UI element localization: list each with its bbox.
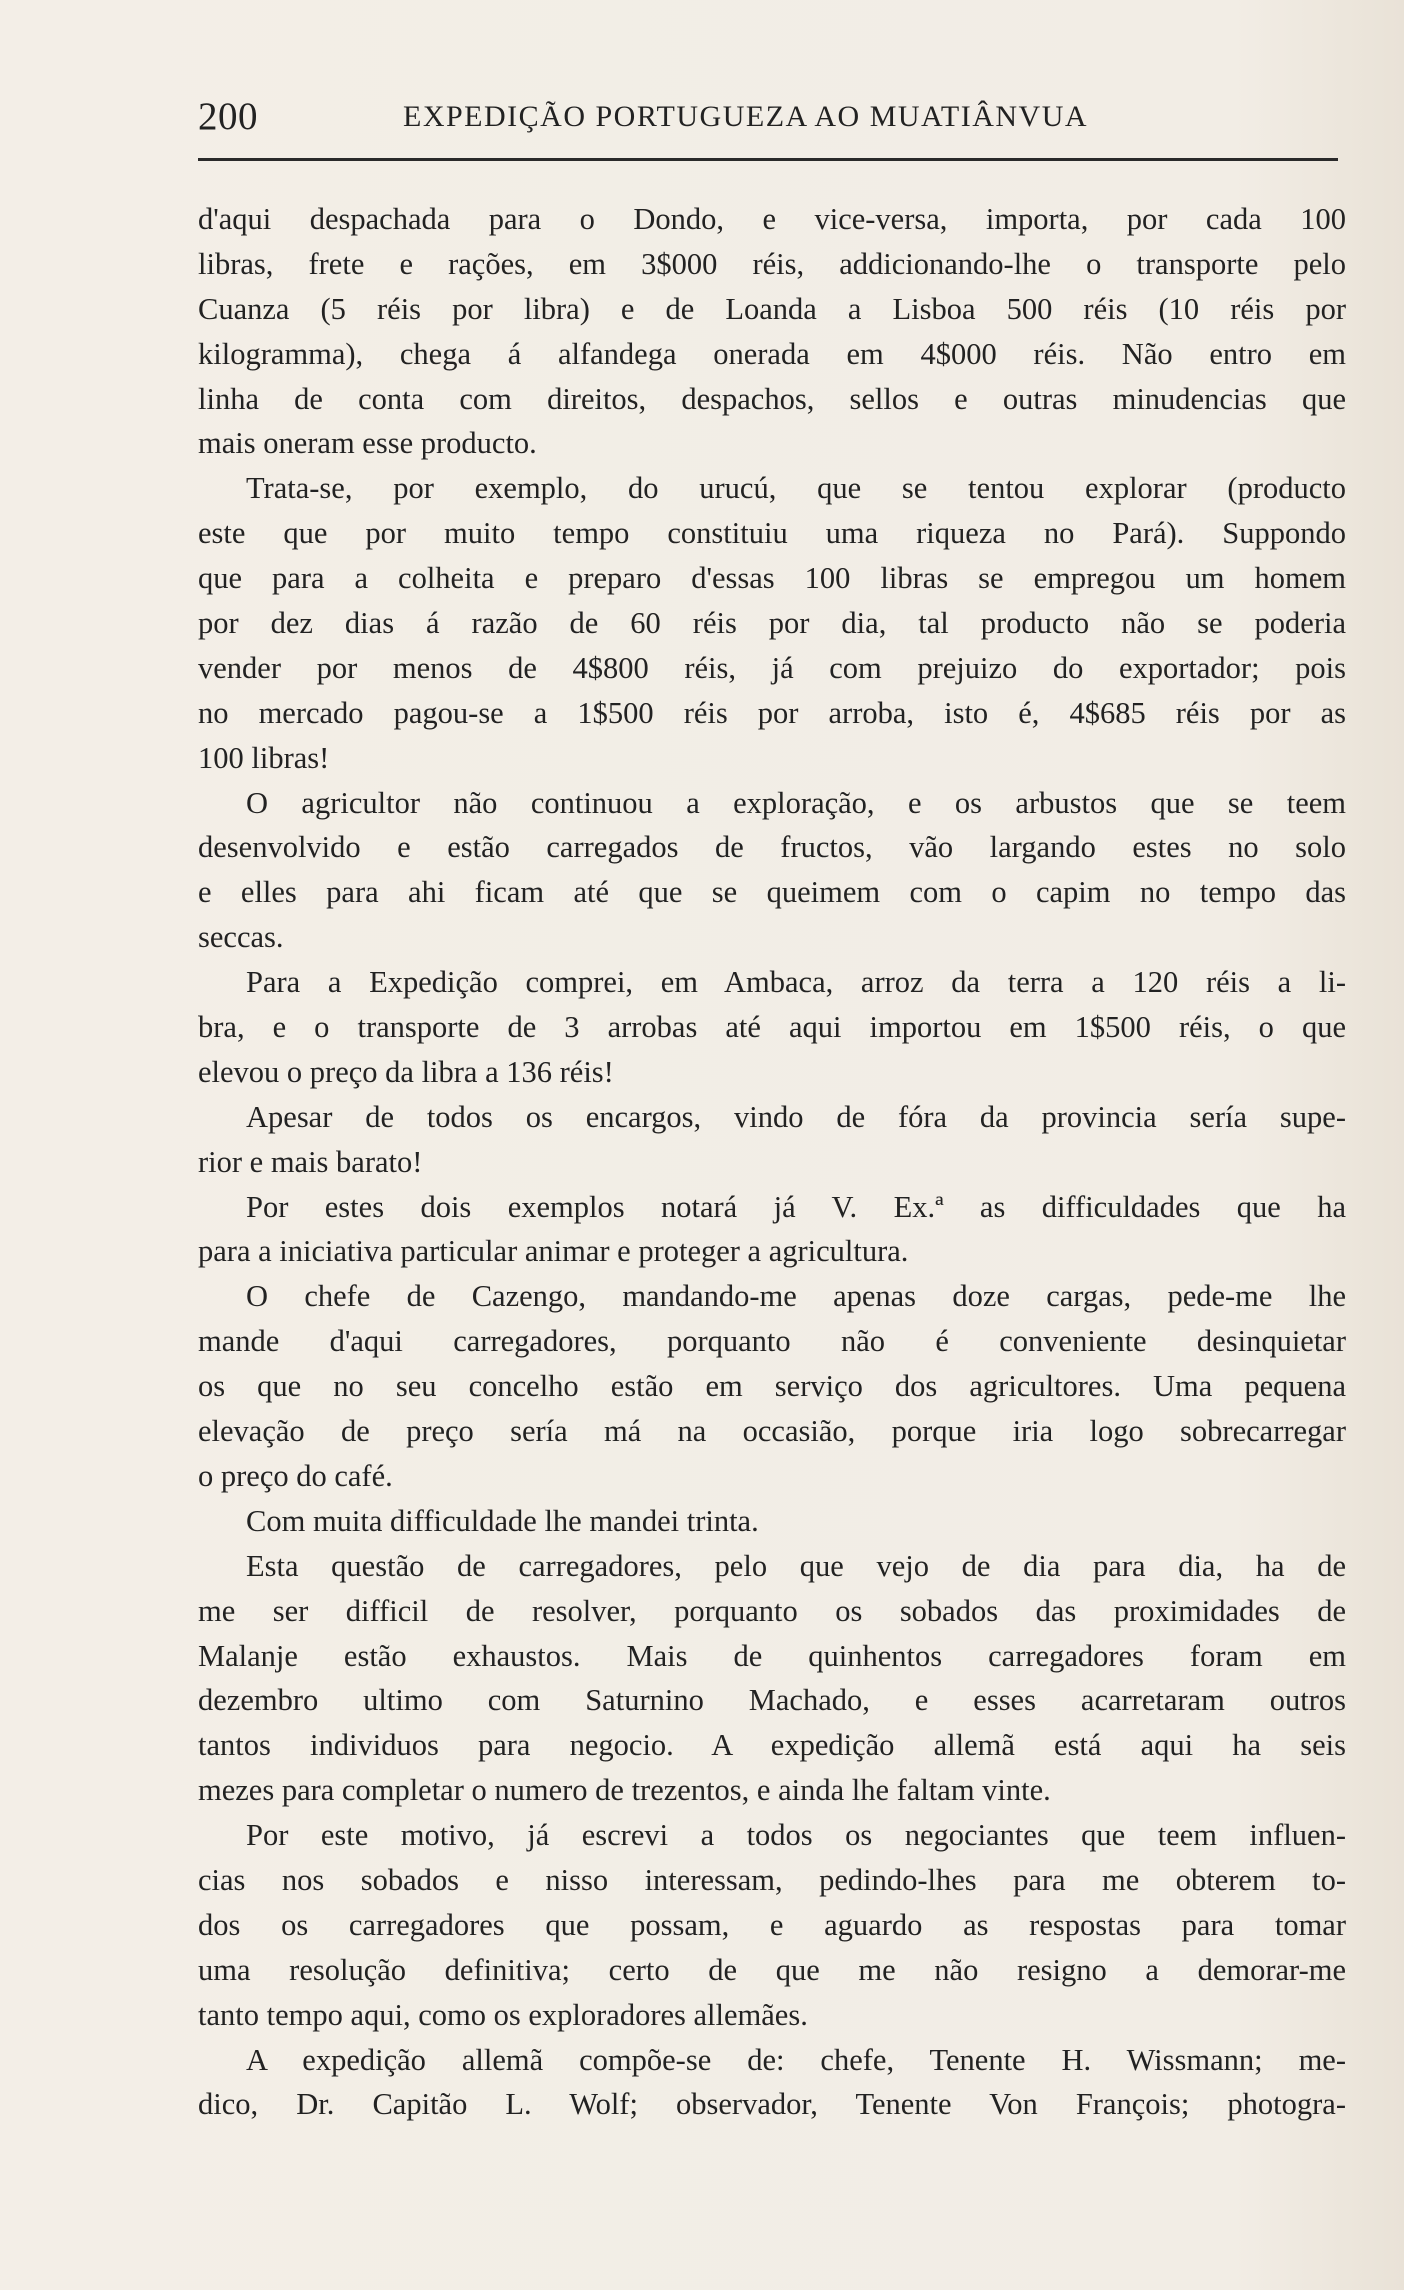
text-line: o preço do café. [198,1458,393,1493]
text-line: Por este motivo, já escrevi a todos os negociantes que teem influen- [246,1818,1346,1853]
text-line: os que no seu concelho estão em serviço dos agricultores. Uma pequena [198,1369,1346,1404]
text-line: desenvolvido e estão carregados de fructos, vão largando estes no solo [198,830,1346,865]
text-line: dos os carregadores que possam, e aguardo as respostas para tomar [198,1907,1346,1942]
text-line: no mercado pagou-se a 1$500 réis por arroba, isto é, 4$685 réis por as [198,695,1346,730]
text-line: dico, Dr. Capitão L. Wolf; observador, Tenente Von François; photogra- [198,2087,1346,2122]
text-line: mais oneram esse producto. [198,426,537,461]
text-line: Para a Expedição comprei, em Ambaca, arroz da terra a 120 réis a li- [246,965,1346,1000]
text-line: e elles para ahi ficam até que se queimem com o capim no tempo das [198,875,1346,910]
header-rule [198,158,1338,161]
body-text [198,197,1346,2127]
text-line: elevação de preço sería má na occasião, porque iria logo sobrecarregar [198,1414,1346,1449]
text-line: que para a colheita e preparo d'essas 100 libras se empregou um homem [198,561,1346,596]
text-line: tantos individuos para negocio. A expedição allemã está aqui ha seis [198,1728,1346,1763]
text-line: O chefe de Cazengo, mandando-me apenas doze cargas, pede-me lhe [246,1279,1346,1314]
text-line: uma resolução definitiva; certo de que me não resigno a demorar-me [198,1952,1346,1987]
text-line: Apesar de todos os encargos, vindo de fóra da provincia sería supe- [246,1099,1346,1134]
text-line: 100 libras! [198,740,330,775]
text-line: vender por menos de 4$800 réis, já com prejuizo do exportador; pois [198,650,1346,685]
page-number: 200 [198,95,258,138]
text-line: elevou o preço da libra a 136 réis! [198,1054,614,1089]
text-line: Esta questão de carregadores, pelo que vejo de dia para dia, ha de [246,1548,1346,1583]
text-line: linha de conta com direitos, despachos, sellos e outras minudencias que [198,381,1346,416]
text-line: rior e mais barato! [198,1144,423,1179]
text-line: libras, frete e rações, em 3$000 réis, addicionando-lhe o transporte pelo [198,246,1346,281]
text-line: Trata-se, por exemplo, do urucú, que se tentou explorar (producto [246,471,1346,506]
text-line: me ser difficil de resolver, porquanto os sobados das proximidades de [198,1593,1346,1628]
text-line: kilogramma), chega á alfandega onerada em 4$000 réis. Não entro em [198,336,1346,371]
text-line: dezembro ultimo com Saturnino Machado, e esses acarretaram outros [198,1683,1346,1718]
text-line: tanto tempo aqui, como os exploradores allemães. [198,1997,808,2032]
text-line: Por estes dois exemplos notará já V. Ex.ª as difficuldades que ha [246,1189,1346,1224]
text-line: seccas. [198,920,284,955]
text-line: mezes para completar o numero de trezentos, e ainda lhe faltam vinte. [198,1773,1051,1808]
text-line: O agricultor não continuou a exploração, e os arbustos que se teem [246,785,1346,820]
text-line: Malanje estão exhaustos. Mais de quinhentos carregadores foram em [198,1638,1346,1673]
running-head: EXPEDIÇÃO PORTUGUEZA AO MUATIÂNVUA [403,100,1089,133]
text-line: cias nos sobados e nisso interessam, pedindo-lhes para me obterem to- [198,1862,1346,1897]
text-line: Cuanza (5 réis por libra) e de Loanda a Lisboa 500 réis (10 réis por [198,291,1346,326]
text-line: Com muita difficuldade lhe mandei trinta. [246,1503,759,1538]
text-line: para a iniciativa particular animar e proteger a agricultura. [198,1234,909,1269]
text-line: A expedição allemã compõe-se de: chefe, Tenente H. Wissmann; me- [246,2042,1346,2077]
text-line: d'aqui despachada para o Dondo, e vice-versa, importa, por cada 100 [198,202,1346,236]
text-line: mande d'aqui carregadores, porquanto não é conveniente desinquietar [198,1324,1346,1359]
page-header [198,92,1338,142]
text-line: por dez dias á razão de 60 réis por dia, tal producto não se poderia [198,606,1346,641]
text-line: este que por muito tempo constituiu uma riqueza no Pará). Suppondo [198,516,1346,551]
text-line: bra, e o transporte de 3 arrobas até aqui importou em 1$500 réis, o que [198,1010,1346,1045]
